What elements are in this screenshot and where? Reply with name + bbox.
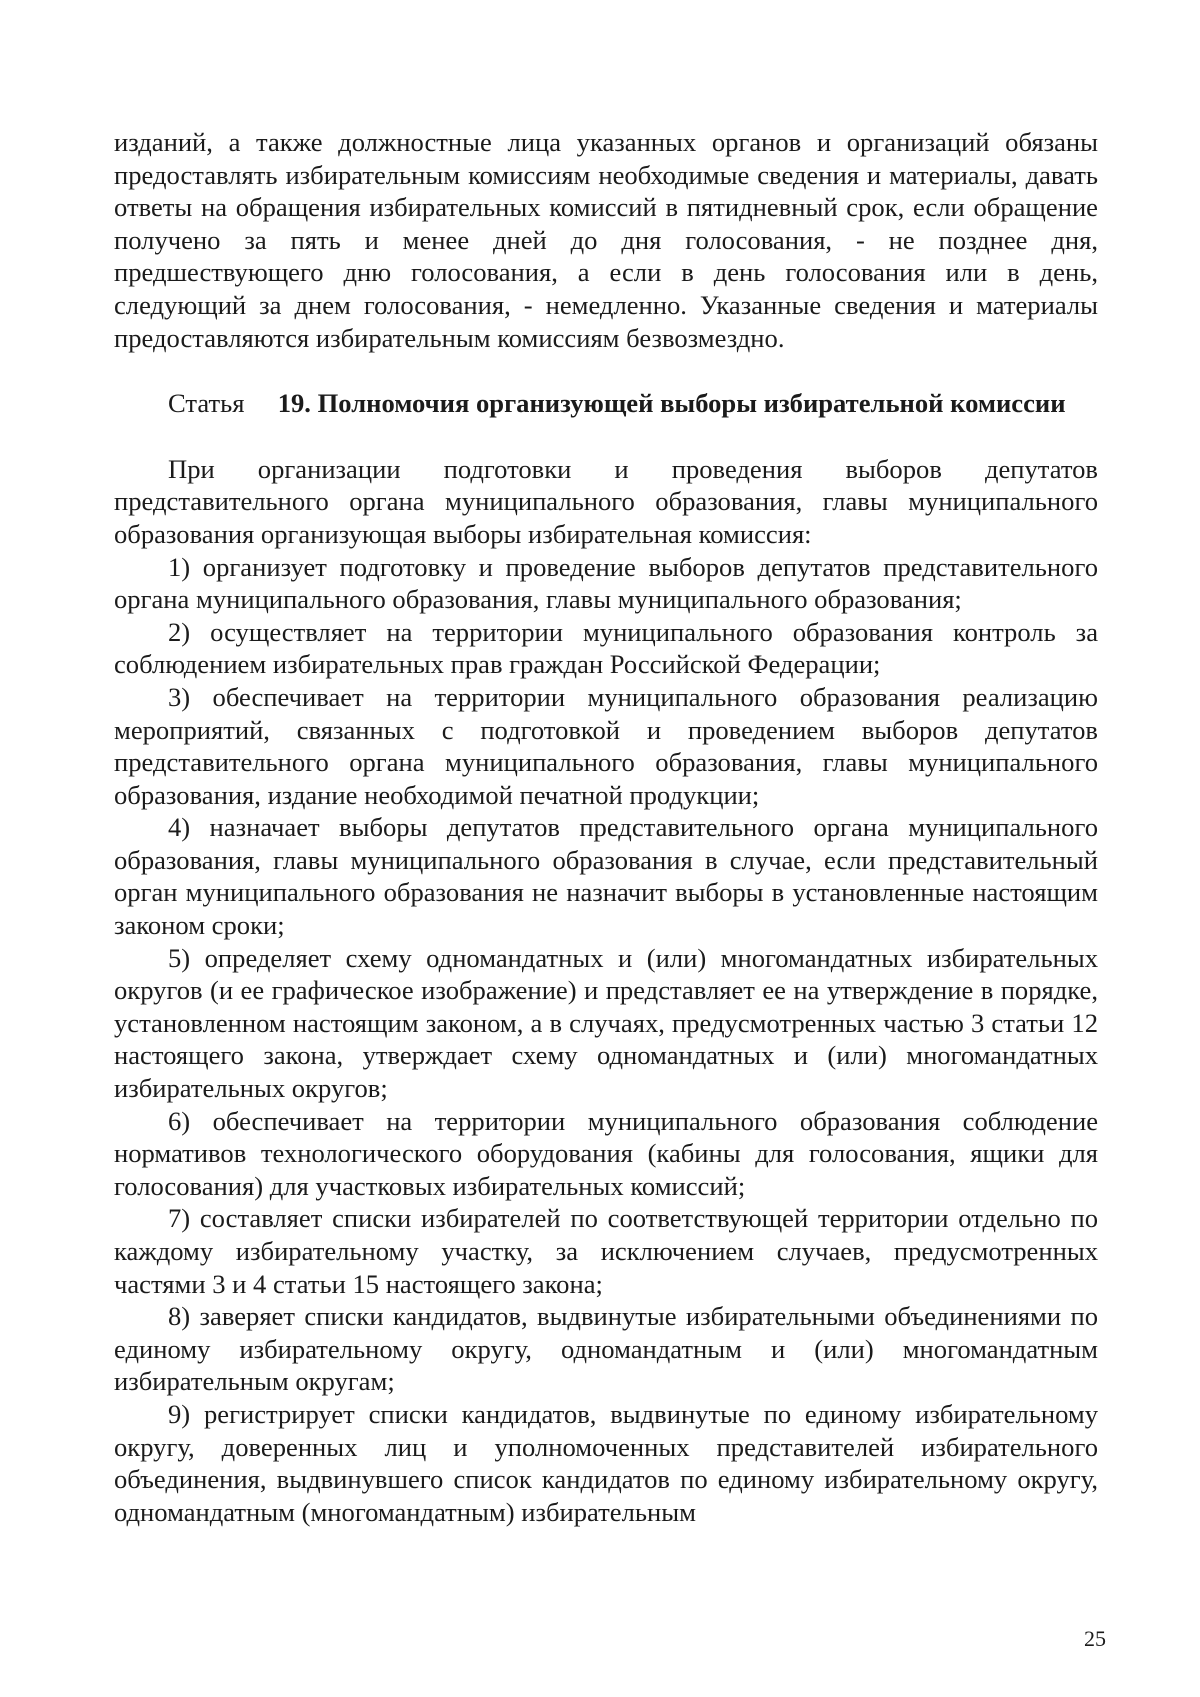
list-item-7: 7) составляет списки избирателей по соответствующей территории отдельно по каждому избирательному участку, за исключением случаев, предусмотренных частями 3 и 4 статьи 15 настоящего закона;	[114, 1203, 1098, 1299]
section-gap	[114, 420, 1098, 453]
article-title: Полномочия организующей выборы избирательной комиссии	[317, 388, 1066, 419]
document-body	[114, 126, 1098, 1528]
opening-paragraph: изданий, а также должностные лица указанных органов и организаций обязаны предоставлять избирательным комиссиям необходимые сведения и материалы, давать ответы на обращения избирательных комиссий в пятидневный срок, если обращение получено за пять и менее дней до дня голосования, - не позднее дня, предшествующего дню голосования, а если в день голосования или в день, следующий за днем голосования, - немедленно. Указанные сведения и материалы предоставляются избирательным комиссиям безвозмездно.	[114, 127, 1098, 353]
list-item-1: 1) организует подготовку и проведение выборов депутатов представительного органа муниципального образования, главы муниципального образования;	[114, 551, 1098, 615]
page-number: 25	[1084, 1626, 1106, 1651]
intro-paragraph: При организации подготовки и проведения выборов депутатов представительного органа муниципального образования, главы муниципального образования организующая выборы избирательная комиссия:	[114, 453, 1098, 549]
article-number: 19.	[277, 388, 311, 419]
list-item-5: 5) определяет схему одномандатных и (или) многомандатных избирательных округов (и ее графическое изображение) и представляет ее на утверждение в порядке, установленном настоящим законом, а в случаях, предусмотренных частью 3 статьи 12 настоящего закона, утверждает схему одномандатных и (или) многомандатных избирательных округов;	[114, 942, 1098, 1104]
list-item-8: 8) заверяет списки кандидатов, выдвинутые избирательными объединениями по единому избирательному округу, одномандатным и (или) многомандатным избирательным округам;	[114, 1301, 1098, 1397]
article-word: Статья	[168, 388, 245, 419]
list-item-4: 4) назначает выборы депутатов представительного органа муниципального образования, главы муниципального образования в случае, если представительный орган муниципального образования не назначит выборы в установленные настоящим законом сроки;	[114, 812, 1098, 941]
article-heading	[114, 387, 1098, 420]
list-item-3: 3) обеспечивает на территории муниципального образования реализацию мероприятий, связанных с подготовкой и проведением выборов депутатов представительного органа муниципального образования, главы муниципального образования, издание необходимой печатной продукции;	[114, 681, 1098, 810]
list-item-9: 9) регистрирует списки кандидатов, выдвинутые по единому избирательному округу, доверенных лиц и уполномоченных представителей избирательного объединения, выдвинувшего список кандидатов по единому избирательному округу, одномандатным (многомандатным) избирательным	[114, 1398, 1098, 1527]
list-item-2: 2) осуществляет на территории муниципального образования контроль за соблюдением избирательных прав граждан Российской Федерации;	[114, 616, 1098, 680]
list-item-6: 6) обеспечивает на территории муниципального образования соблюдение нормативов технологического оборудования (кабины для голосования, ящики для голосования) для участковых избирательных комиссий;	[114, 1105, 1098, 1201]
